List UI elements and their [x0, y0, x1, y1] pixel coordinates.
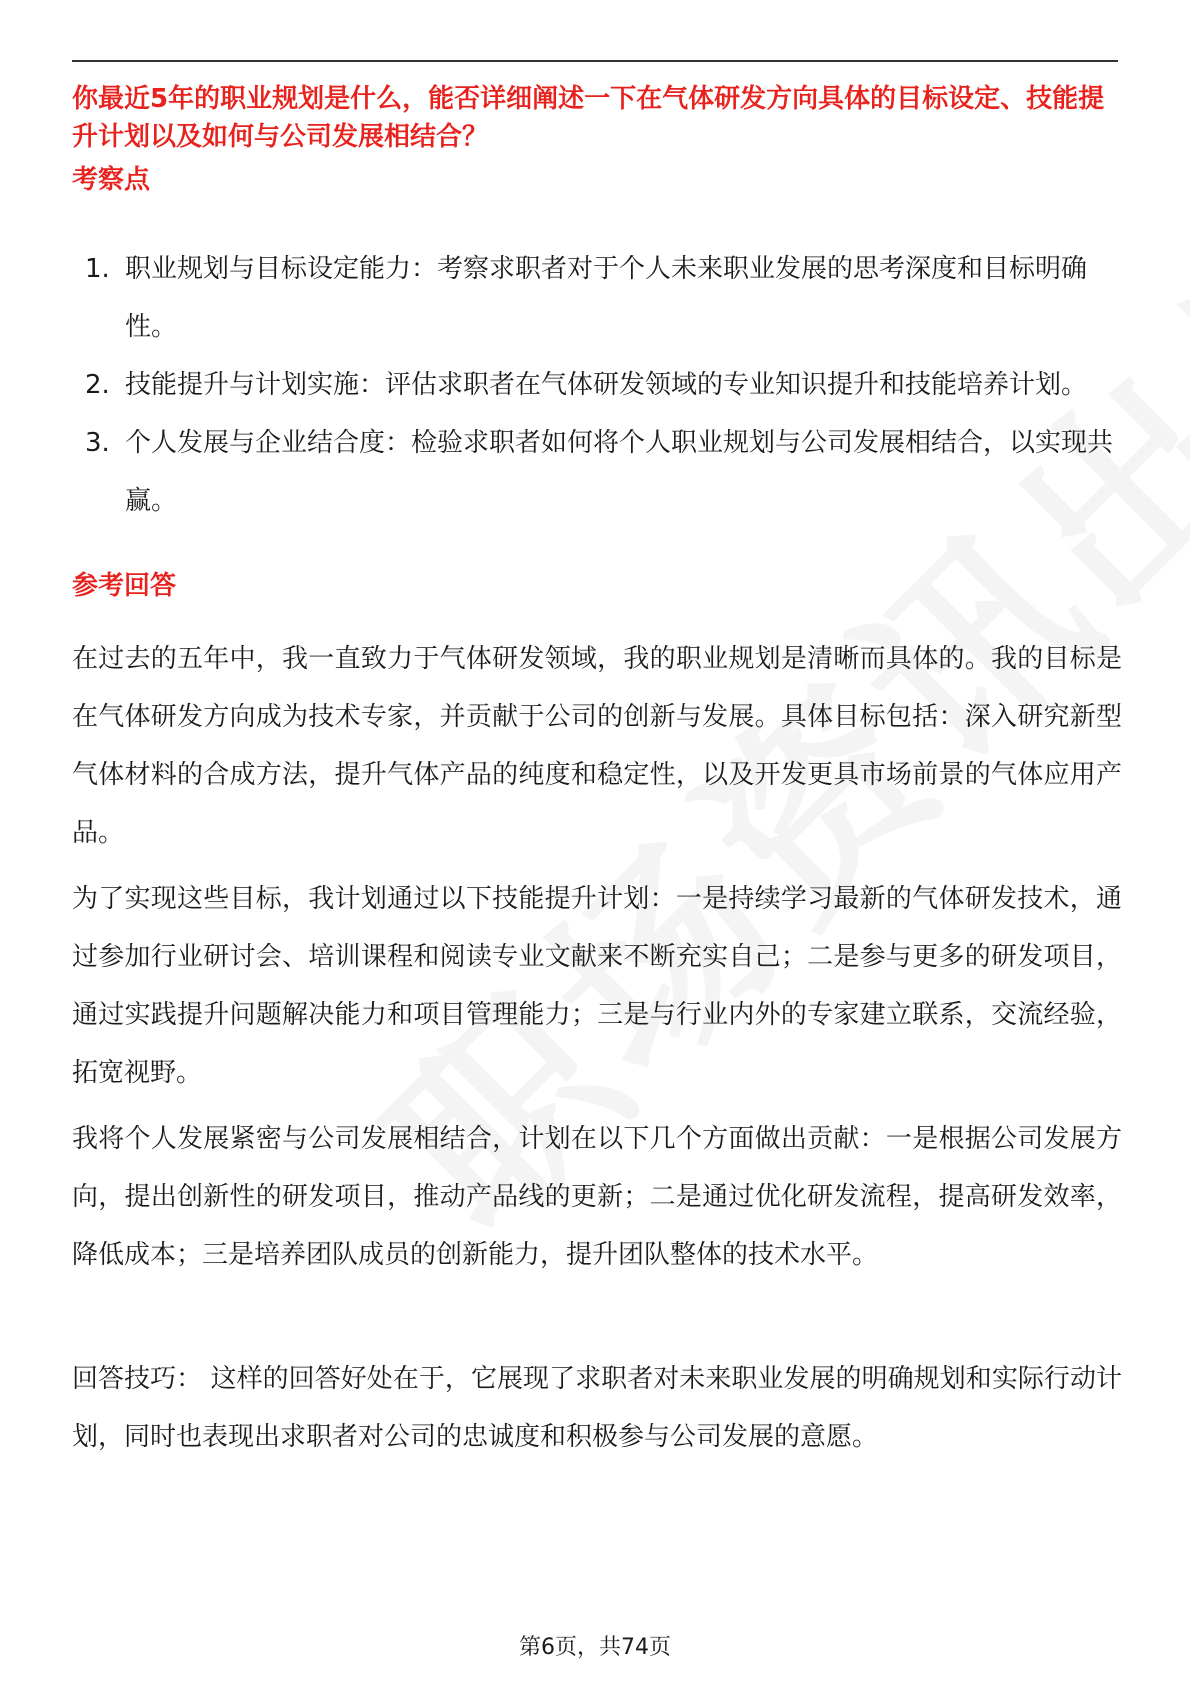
- examination-heading: 考察点: [72, 165, 151, 195]
- answer-tip-paragraph: 回答技巧： 这样的回答好处在于，它展现了求职者对未来职业发展的明确规划和实际行动计划，同时也表现出求职者对公司的忠诚度和积极参与公司发展的意愿。: [72, 1364, 1122, 1452]
- list-item-number: 3.: [85, 428, 110, 458]
- answer-paragraph: 为了实现这些目标，我计划通过以下技能提升计划：一是持续学习最新的气体研发技术，通过参加行业研讨会、培训课程和阅读专业文献来不断充实自己；二是参与更多的研发项目，通过实践提升问题解决能力和项目管理能力；三是与行业内外的专家建立联系，交流经验，拓宽视野。: [72, 884, 1122, 1088]
- list-item: [72, 414, 1122, 530]
- question-title: 你最近5年的职业规划是什么，能否详细阐述一下在气体研发方向具体的目标设定、技能提升计划以及如何与公司发展相结合？: [72, 84, 1105, 152]
- answer-paragraph: 在过去的五年中，我一直致力于气体研发领域，我的职业规划是清晰而具体的。我的目标是在气体研发方向成为技术专家，并贡献于公司的创新与发展。具体目标包括：深入研究新型气体材料的合成方法，提升气体产品的纯度和稳定性，以及开发更具市场前景的气体应用产品。: [72, 644, 1122, 848]
- top-divider: [72, 60, 1118, 62]
- list-item: [72, 356, 1122, 414]
- list-item-text: 职业规划与目标设定能力：考察求职者对于个人未来职业发展的思考深度和目标明确性。: [125, 254, 1088, 342]
- list-item-text: 技能提升与计划实施：评估求职者在气体研发领域的专业知识提升和技能培养计划。: [125, 370, 1088, 400]
- page-number-footer: 第6页，共74页: [519, 1635, 671, 1660]
- list-item: [72, 240, 1122, 356]
- answer-heading: 参考回答: [72, 571, 177, 601]
- list-item-number: 2.: [85, 370, 110, 400]
- list-item-text: 个人发展与企业结合度：检验求职者如何将个人职业规划与公司发展相结合，以实现共赢。: [125, 428, 1114, 516]
- list-item-number: 1.: [85, 254, 110, 284]
- answer-paragraph: 我将个人发展紧密与公司发展相结合，计划在以下几个方面做出贡献：一是根据公司发展方向，提出创新性的研发项目，推动产品线的更新；二是通过优化研发流程，提高研发效率，降低成本；三是培养团队成员的创新能力，提升团队整体的技术水平。: [72, 1124, 1122, 1270]
- examination-points-list: [72, 240, 1122, 530]
